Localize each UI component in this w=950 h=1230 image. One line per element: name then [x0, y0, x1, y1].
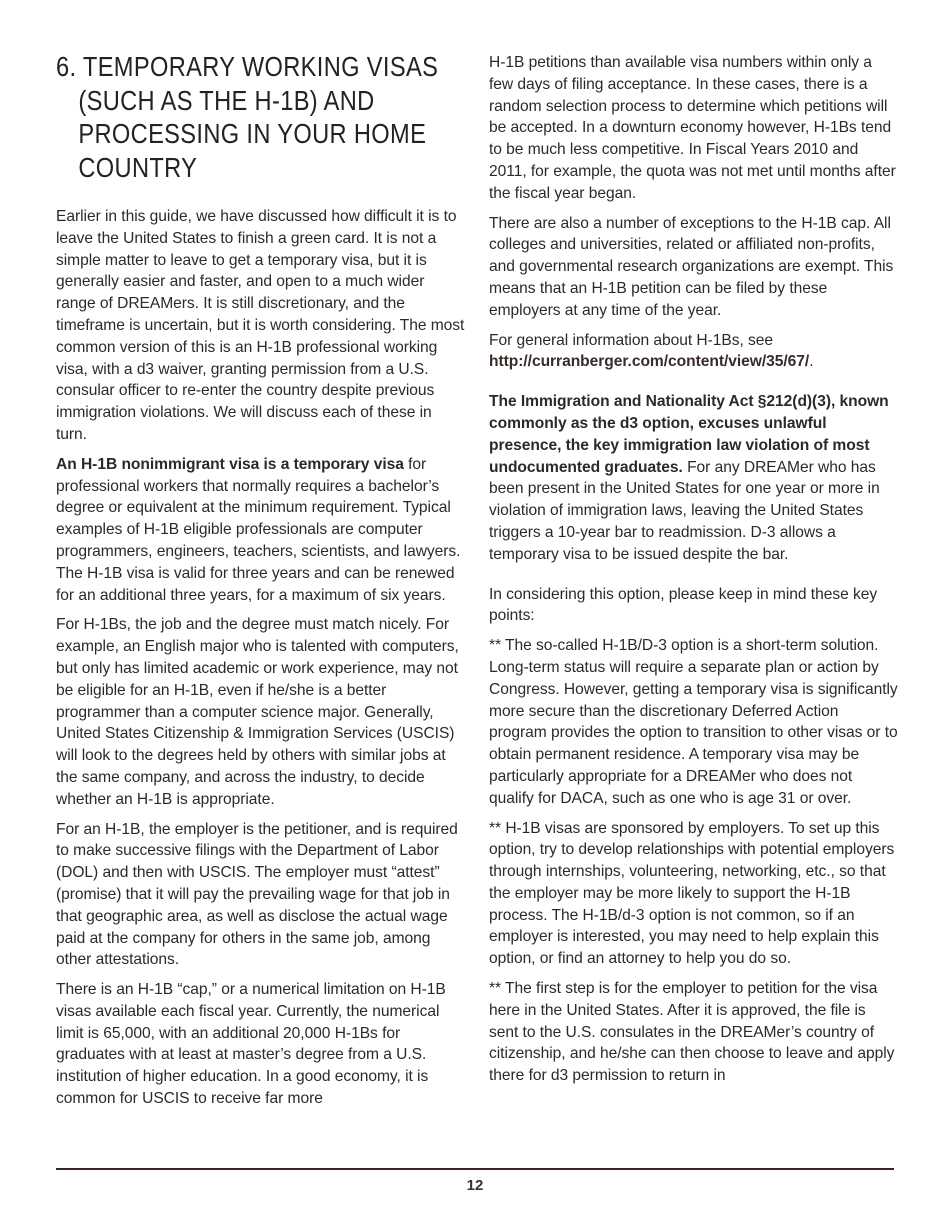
paragraph-key-points-intro: In considering this option, please keep in mind these key points:: [489, 585, 878, 625]
paragraph-key-point-sponsorship: ** H-1B visas are sponsored by employers. To set up this option, try to develop relationships with potential employers through internships, volunteering, networking, etc., so that the employer may be more likely to support the H-1B process. The H-1B/d-3 option is not common, so if an employer is interested, you may need to help explain this option, or find an attorney to help you do so.: [489, 819, 895, 968]
d3-option-bold: The Immigration and Nationality Act §212(d)(3), known commonly as the d3 option, excuses unlawful presence, the key immigration law violation of most undocumented graduates.: [489, 393, 889, 476]
heading-line-1: 6. TEMPORARY WORKING VISAS: [56, 51, 439, 82]
paragraph-employer-petitioner: For an H-1B, the employer is the petitioner, and is required to make successive filings with the Department of Labor (DOL) and then with USCIS. The employer must “attest” (promise) that it will pay the prevailing wage for that job in that geographic area, as well as disclose the actual wage paid at the company for others in the same job, among other attestations.: [56, 820, 458, 969]
paragraph-job-degree-match: For H-1Bs, the job and the degree must match nicely. For example, an English major who is talented with computers, but only has limited academic or work experience, may not be eligible for an H-1B, even if he/she is a better programmer than a computer science major. Generally, United States Citizenship & Immigration Services (USCIS) will look to the degrees held by others with similar jobs at the same company, and across the industry, to decide whether an H-1B is appropriate.: [56, 616, 459, 808]
paragraph-h1b-cap: There is an H-1B “cap,” or a numerical limitation on H-1B visas available each fiscal year. Currently, the numerical limit is 65,000, with an additional 20,000 H-1Bs for graduates with at least at master’s degree from a U.S. institution of higher education. In a good economy, it is common for USCIS to receive far more: [56, 981, 446, 1108]
general-info-prefix: For general information about H-1Bs, see: [489, 331, 774, 349]
paragraph-key-point-first-step: ** The first step is for the employer to petition for the visa here in the United States. After it is approved, the file is sent to the U.S. consulates in the DREAMer’s country of citizenship, and he/she can then choose to leave and apply there for d3 permission to return in: [489, 980, 895, 1085]
paragraph-h1b-definition: [56, 454, 466, 607]
page-number: 12: [466, 1177, 484, 1194]
heading-line-4: COUNTRY: [78, 151, 198, 183]
curranberger-link[interactable]: http://curranberger.com/content/view/35/67/: [489, 353, 810, 371]
section-heading: [56, 50, 452, 184]
paragraph-cap-exceptions: There are also a number of exceptions to the H-1B cap. All colleges and universities, related or affiliated non-profits, and governmental research organizations are exempt. This means that an H-1B petition can be filed by these employers at any time of the year.: [489, 214, 894, 319]
general-info-suffix: .: [809, 353, 814, 371]
paragraph-intro: Earlier in this guide, we have discussed how difficult it is to leave the United States to finish a green card. It is not a simple matter to leave to get a temporary visa, but it is generally easier and faster, and open to a much wider range of DREAMers. It is still discretionary, and the timeframe is uncertain, but it is worth considering. The most common version of this is an H-1B professional working visa, with a d3 waiver, granting permission from a U.S. consular officer to re-enter the country despite previous immigration violations. We will discuss each of these in turn.: [56, 208, 465, 443]
paragraph-key-point-short-term: ** The so-called H-1B/D-3 option is a short-term solution. Long-term status will require a separate plan or action by Congress. However, getting a temporary visa is significantly more secure than the discretionary Deferred Action program provides the option to transition to other visas or to obtain permanent residence. A temporary visa may be particularly appropriate for a DREAMer who does not qualify for DACA, such as one who is age 31 or over.: [489, 637, 898, 807]
paragraph-d3-option: [489, 391, 899, 565]
h1b-definition-text: for professional workers that normally requires a bachelor’s degree or equivalent at the minimum requirement. Typical examples of H-1B eligible professionals are computer programmers, engineers, teachers, scientists, and lawyers. The H-1B visa is valid for three years and can be renewed for an additional three years, for a maximum of six years.: [56, 455, 461, 604]
left-column: [56, 50, 466, 1118]
heading-line-2: (SUCH AS THE H-1B) AND: [78, 84, 375, 116]
d3-option-text: For any DREAMer who has been present in the United States for one year or more in violation of immigration laws, leaving the United States triggers a 10-year bar to readmission. D-3 allows a temporary visa to be issued despite the bar.: [489, 458, 880, 563]
heading-line-3: PROCESSING IN YOUR HOME: [78, 118, 427, 149]
paragraph-cap-continued: H-1B petitions than available visa numbers within only a few days of filing acceptance. In these cases, there is a random selection process to determine which petitions will be accepted. In a downturn economy however, H-1Bs tend to be much less competitive. In Fiscal Years 2010 and 2011, for example, the quota was not met until months after the fiscal year began.: [489, 54, 896, 202]
paragraph-general-info: [489, 330, 899, 374]
right-column: [489, 52, 899, 1095]
footer-divider: [56, 1168, 894, 1170]
h1b-definition-bold: An H-1B nonimmigrant visa is a temporary visa: [56, 455, 404, 473]
